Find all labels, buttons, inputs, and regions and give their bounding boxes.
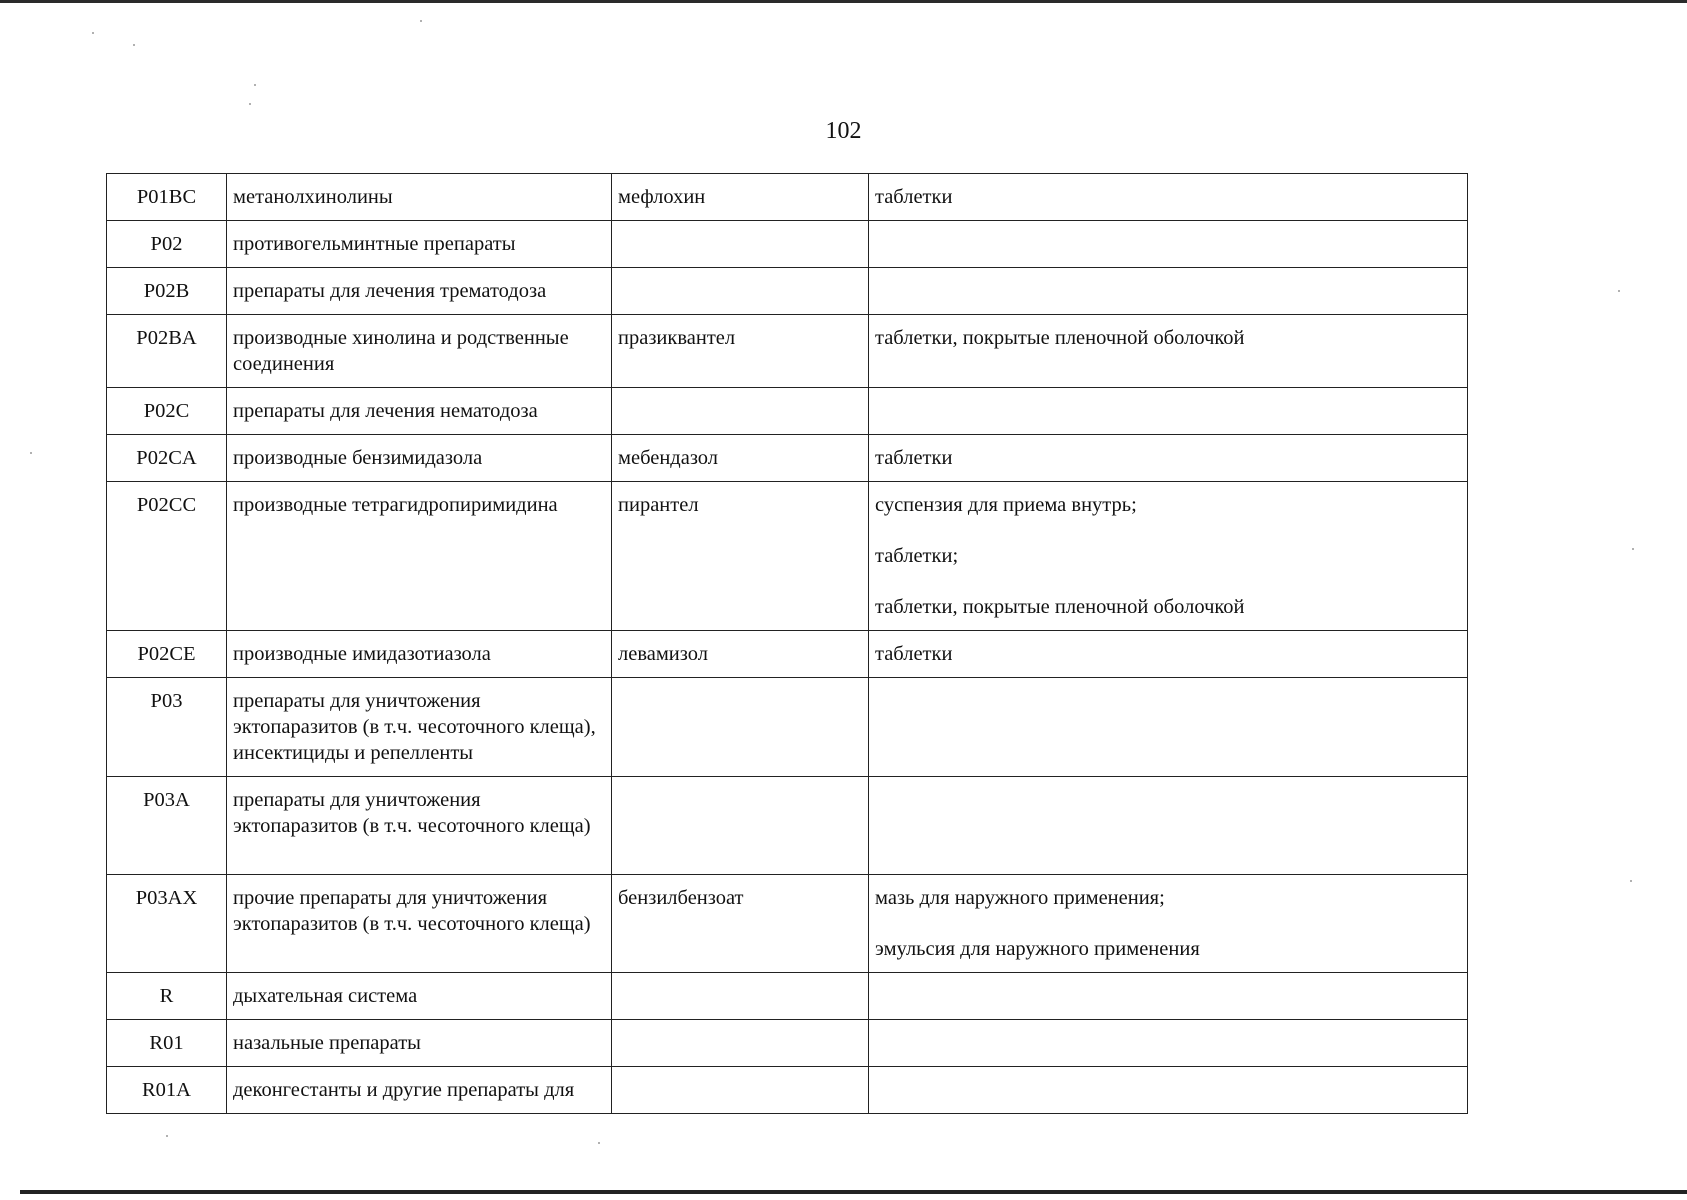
atc-code: P02C xyxy=(107,388,227,435)
atc-code: P03A xyxy=(107,777,227,875)
dosage-form: таблетки xyxy=(875,447,953,469)
pharmacological-group: прочие препараты для уничтожения эктопаразитов (в т.ч. чесоточного клеща) xyxy=(227,875,612,973)
table-row xyxy=(107,1067,1468,1114)
dosage-form: таблетки; xyxy=(875,545,959,567)
dosage-forms xyxy=(869,777,1468,875)
atc-code: P02B xyxy=(107,268,227,315)
dosage-forms xyxy=(869,221,1468,268)
pharmacological-group: метанолхинолины xyxy=(227,174,612,221)
active-substance xyxy=(612,388,869,435)
active-substance: празиквантел xyxy=(612,315,869,388)
active-substance xyxy=(612,777,869,875)
pharmacological-group: производные имидазотиазола xyxy=(227,631,612,678)
scan-speck xyxy=(166,1135,168,1137)
dosage-form: таблетки, покрытые пленочной оболочкой xyxy=(875,327,1245,349)
pharmacological-group: производные хинолина и родственные соединения xyxy=(227,315,612,388)
active-substance: левамизол xyxy=(612,631,869,678)
table-row xyxy=(107,678,1468,777)
drug-classification-table xyxy=(106,173,1468,1114)
scan-speck xyxy=(133,44,135,46)
scan-speck xyxy=(598,1142,600,1144)
table-row xyxy=(107,388,1468,435)
pharmacological-group: противогельминтные препараты xyxy=(227,221,612,268)
active-substance xyxy=(612,678,869,777)
scan-speck xyxy=(30,452,32,454)
dosage-forms xyxy=(869,1067,1468,1114)
dosage-form: таблетки xyxy=(875,643,953,665)
atc-code: R xyxy=(107,973,227,1020)
pharmacological-group: препараты для лечения трематодоза xyxy=(227,268,612,315)
scan-speck xyxy=(1630,880,1632,882)
dosage-forms xyxy=(869,482,1468,631)
dosage-forms xyxy=(869,174,1468,221)
dosage-forms xyxy=(869,631,1468,678)
dosage-form: таблетки, покрытые пленочной оболочкой xyxy=(875,596,1245,618)
atc-code: P02CC xyxy=(107,482,227,631)
dosage-forms xyxy=(869,315,1468,388)
table-row xyxy=(107,1020,1468,1067)
active-substance: мебендазол xyxy=(612,435,869,482)
pharmacological-group: дыхательная система xyxy=(227,973,612,1020)
atc-code: P02BA xyxy=(107,315,227,388)
table-row xyxy=(107,268,1468,315)
active-substance xyxy=(612,973,869,1020)
scan-speck xyxy=(1632,548,1634,550)
pharmacological-group: деконгестанты и другие препараты для xyxy=(227,1067,612,1114)
table-row xyxy=(107,435,1468,482)
active-substance xyxy=(612,1067,869,1114)
dosage-forms xyxy=(869,1020,1468,1067)
table-row xyxy=(107,221,1468,268)
atc-code: P02CA xyxy=(107,435,227,482)
dosage-forms xyxy=(869,875,1468,973)
table-row xyxy=(107,777,1468,875)
active-substance xyxy=(612,221,869,268)
dosage-form: мазь для наружного применения; xyxy=(875,887,1165,909)
atc-code: R01 xyxy=(107,1020,227,1067)
active-substance xyxy=(612,268,869,315)
scan-border-top xyxy=(0,0,1687,3)
scan-border-bottom xyxy=(20,1190,1687,1194)
pharmacological-group: препараты для уничтожения эктопаразитов (в т.ч. чесоточного клеща), инсектициды и репелленты xyxy=(227,678,612,777)
table-row xyxy=(107,973,1468,1020)
pharmacological-group: назальные препараты xyxy=(227,1020,612,1067)
scan-speck xyxy=(254,84,256,86)
table-row xyxy=(107,482,1468,631)
dosage-forms xyxy=(869,435,1468,482)
table-row xyxy=(107,315,1468,388)
active-substance xyxy=(612,1020,869,1067)
atc-code: P03 xyxy=(107,678,227,777)
scan-speck xyxy=(249,103,251,105)
dosage-forms xyxy=(869,388,1468,435)
table-row xyxy=(107,875,1468,973)
dosage-form: таблетки xyxy=(875,186,953,208)
active-substance: мефлохин xyxy=(612,174,869,221)
atc-code: P03AX xyxy=(107,875,227,973)
pharmacological-group: препараты для уничтожения эктопаразитов (в т.ч. чесоточного клеща) xyxy=(227,777,612,875)
dosage-forms xyxy=(869,678,1468,777)
atc-code: P01BC xyxy=(107,174,227,221)
table-row xyxy=(107,174,1468,221)
scan-speck xyxy=(92,32,94,34)
dosage-forms xyxy=(869,973,1468,1020)
pharmacological-group: производные тетрагидропиримидина xyxy=(227,482,612,631)
dosage-forms xyxy=(869,268,1468,315)
scan-speck xyxy=(420,20,422,22)
atc-code: P02CE xyxy=(107,631,227,678)
dosage-form: эмульсия для наружного применения xyxy=(875,938,1200,960)
scan-speck xyxy=(1618,290,1620,292)
atc-code: P02 xyxy=(107,221,227,268)
dosage-form: суспензия для приема внутрь; xyxy=(875,494,1137,516)
page-number: 102 xyxy=(825,118,862,144)
table-row xyxy=(107,631,1468,678)
atc-code: R01A xyxy=(107,1067,227,1114)
pharmacological-group: производные бензимидазола xyxy=(227,435,612,482)
active-substance: пирантел xyxy=(612,482,869,631)
active-substance: бензилбензоат xyxy=(612,875,869,973)
pharmacological-group: препараты для лечения нематодоза xyxy=(227,388,612,435)
